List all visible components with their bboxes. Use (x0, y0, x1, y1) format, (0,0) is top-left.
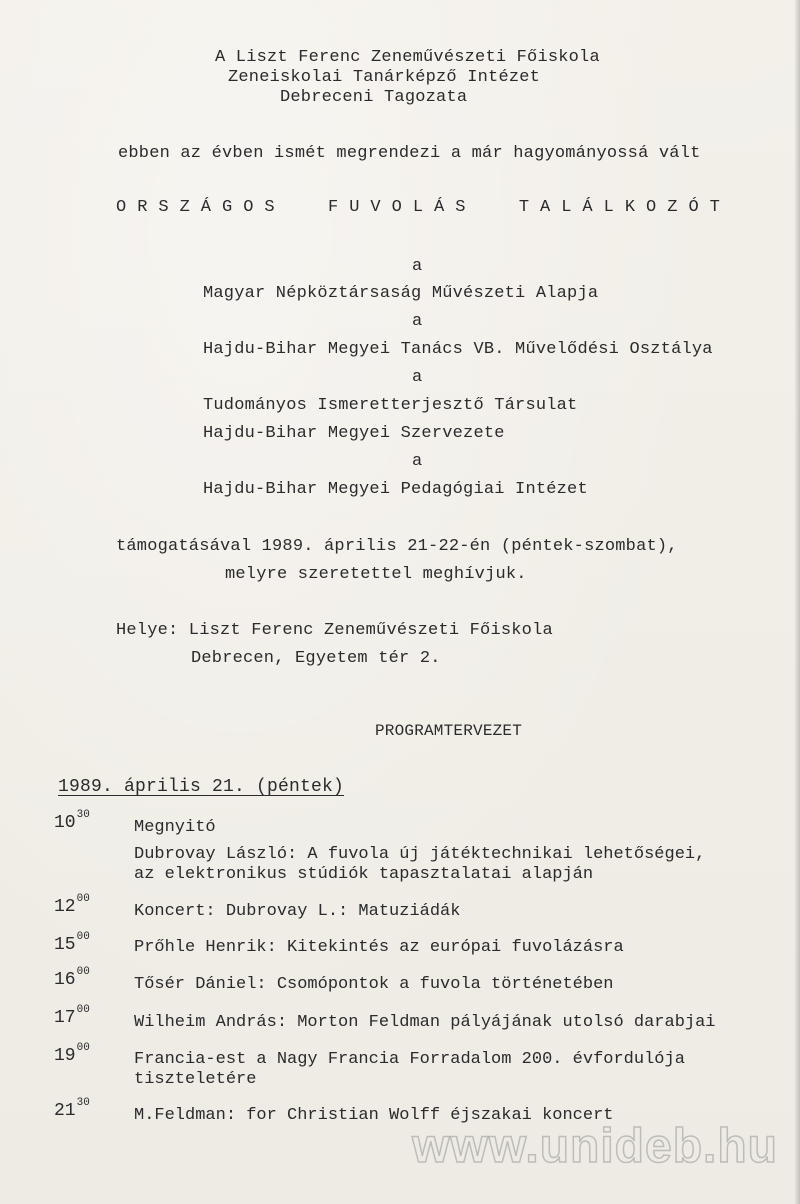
support-dates: támogatásával 1989. április 21-22-én (péntek-szombat), (116, 537, 678, 556)
header-line-institute: Zeneiskolai Tanárképző Intézet (228, 68, 541, 87)
sponsor-article-2: a (412, 312, 423, 331)
program-item: Wilheim András: Morton Feldman pályájának utolsó darabjai (134, 1013, 716, 1032)
sponsor-3-line-1: Tudományos Ismeretterjesztő Társulat (203, 396, 578, 415)
time-slot: $15^{00}$ (54, 931, 90, 955)
program-item: Prőhle Henrik: Kitekintés az európai fuvolázásra (134, 938, 624, 957)
time-slot: $16^{00}$ (54, 966, 90, 990)
sponsor-article-4: a (412, 452, 423, 471)
program-item: M.Feldman: for Christian Wolff éjszakai koncert (134, 1106, 614, 1125)
sponsor-3-line-2: Hajdu-Bihar Megyei Szervezete (203, 424, 505, 443)
day-heading: 1989. április 21. (péntek) (58, 777, 345, 797)
program-item: Francia-est a Nagy Francia Forradalom 200. évfordulója tiszteletére (134, 1050, 685, 1089)
program-item: Dubrovay László: A fuvola új játéktechnikai lehetőségei, az elektronikus stúdiók tapasztalatai alapján (134, 845, 706, 884)
sponsor-2: Hajdu-Bihar Megyei Tanács VB. Művelődési Osztálya (203, 340, 713, 359)
program-heading: PROGRAMTERVEZET (375, 722, 523, 740)
venue-line-1: Helye: Liszt Ferenc Zeneművészeti Főiskola (116, 621, 553, 640)
header-line-branch: Debreceni Tagozata (280, 88, 468, 107)
time-slot: $21^{30}$ (54, 1097, 90, 1121)
header-line-institution: A Liszt Ferenc Zeneművészeti Főiskola (215, 48, 600, 67)
sponsor-article-1: a (412, 257, 423, 276)
time-slot: $19^{00}$ (54, 1042, 90, 1066)
event-title: ORSZÁGOS FUVOLÁS TALÁLKOZÓT (116, 198, 731, 217)
time-slot: $12^{00}$ (54, 893, 90, 917)
program-item: Megnyitó (134, 818, 216, 837)
page-edge-shadow (794, 0, 800, 1204)
time-slot: $17^{00}$ (54, 1004, 90, 1028)
sponsor-4: Hajdu-Bihar Megyei Pedagógiai Intézet (203, 480, 588, 499)
sponsor-article-3: a (412, 368, 423, 387)
venue-line-2: Debrecen, Egyetem tér 2. (191, 649, 441, 668)
time-slot: $10^{30}$ (54, 809, 90, 833)
invitation-line: melyre szeretettel meghívjuk. (225, 565, 527, 584)
program-item: Tősér Dániel: Csomópontok a fuvola történetében (134, 975, 614, 994)
program-item: Koncert: Dubrovay L.: Matuziádák (134, 902, 461, 921)
intro-text: ebben az évben ismét megrendezi a már hagyományossá vált (118, 144, 701, 163)
sponsor-1: Magyar Népköztársaság Művészeti Alapja (203, 284, 599, 303)
watermark: www.unideb.hu (412, 1120, 778, 1173)
